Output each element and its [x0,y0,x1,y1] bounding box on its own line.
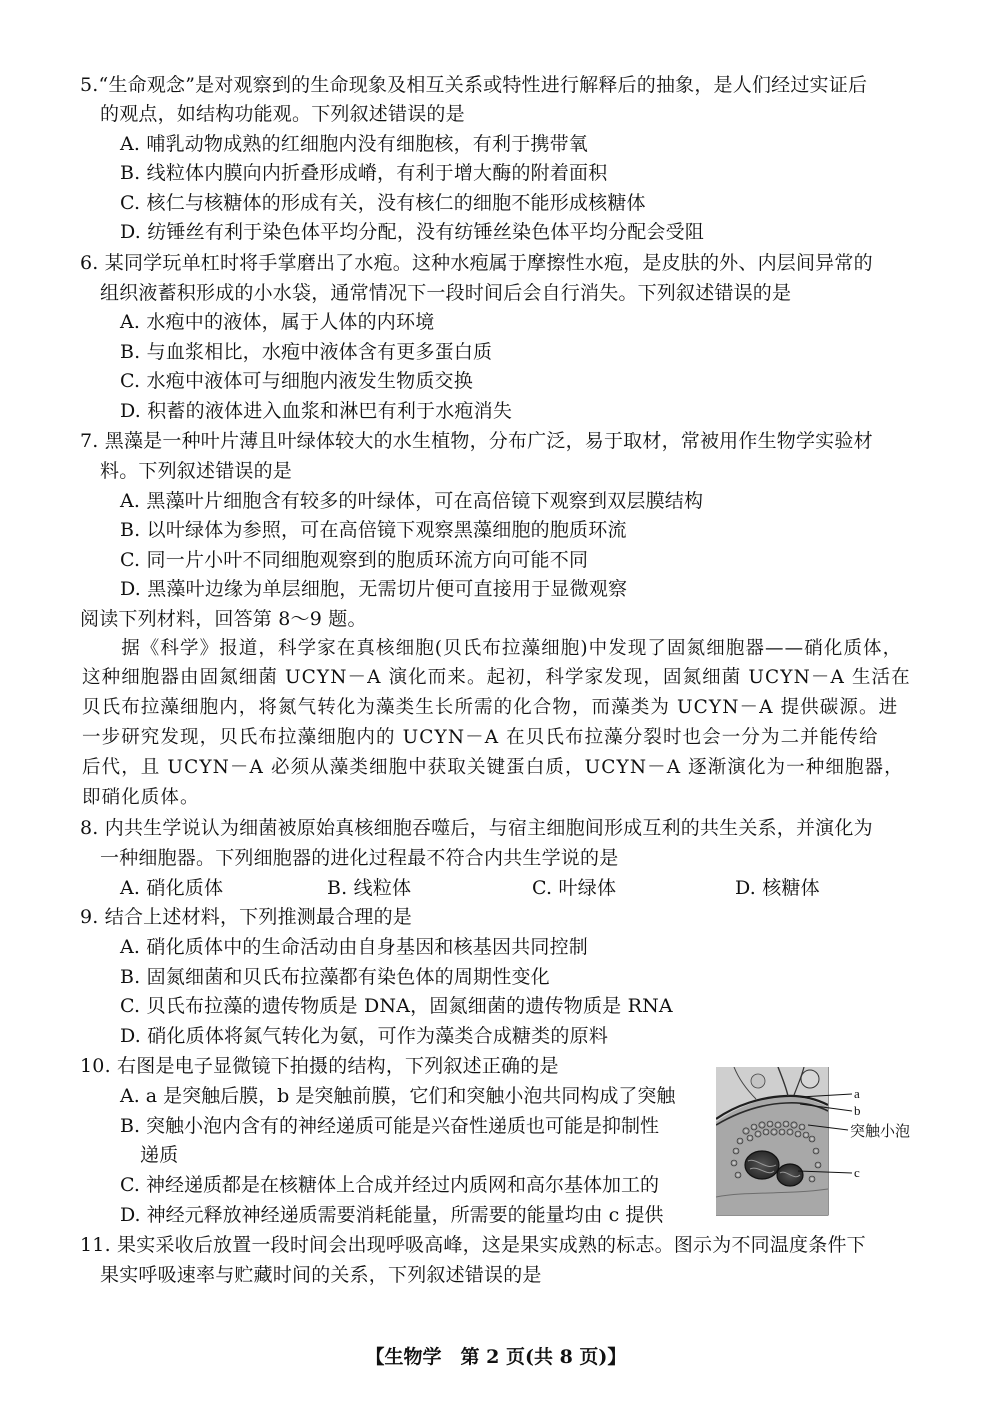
q6-option-b: B. 与血浆相比，水疱中液体含有更多蛋白质 [120,341,493,363]
q6-option-d: D. 积蓄的液体进入血浆和淋巴有利于水疱消失 [120,400,513,422]
q10-stem: 10. 右图是电子显微镜下拍摄的结构，下列叙述正确的是 [80,1055,559,1077]
material-line5: 后代，且 UCYN－A 必须从藻类细胞中获取关键蛋白质，UCYN－A 逐渐演化为一种细胞器， [82,757,904,778]
material-line6: 即硝化质体。 [82,787,200,808]
q7-stem-line2: 料。下列叙述错误的是 [100,460,293,482]
q10-option-a: A. a 是突触后膜，b 是突触前膜，它们和突触小泡共同构成了突触 [120,1085,676,1107]
q8-stem-line1: 8. 内共生学说认为细菌被原始真核细胞吞噬后，与宿主细胞间形成互利的共生关系，并演化为 [80,817,873,839]
q5-option-b: B. 线粒体内膜向内折叠形成嵴，有利于增大酶的附着面积 [120,162,608,184]
q8-option-b: B. 线粒体 [327,877,412,899]
q5-option-c: C. 核仁与核糖体的形成有关，没有核仁的细胞不能形成核糖体 [120,192,646,214]
q9-stem: 9. 结合上述材料，下列推测最合理的是 [80,906,412,928]
q10-option-d: D. 神经元释放神经递质需要消耗能量，所需要的能量均由 c 提供 [120,1204,664,1226]
q5-option-a: A. 哺乳动物成熟的红细胞内没有细胞核，有利于携带氧 [120,133,589,155]
q7-stem-line1: 7. 黑藻是一种叶片薄且叶绿体较大的水生植物，分布广泛，易于取材，常被用作生物学实验材 [80,430,873,452]
q11-stem-line1: 11. 果实采收后放置一段时间会出现呼吸高峰，这是果实成熟的标志。图示为不同温度条件下 [80,1234,866,1256]
q9-option-c: C. 贝氏布拉藻的遗传物质是 DNA，固氮细菌的遗传物质是 RNA [120,995,673,1017]
material-line4: 一步研究发现，贝氏布拉藻细胞内的 UCYN－A 在贝氏布拉藻分裂时也会一分为二并能传给 [82,727,879,748]
figure-label-a: a [854,1086,860,1101]
q6-option-a: A. 水疱中的液体，属于人体的内环境 [120,311,435,333]
figure-label-c: c [854,1165,860,1180]
page-footer: 【生物学 第 2 页(共 8 页)】 [365,1346,627,1368]
figure-label-b: b [854,1103,861,1118]
reading-intro: 阅读下列材料，回答第 8～9 题。 [80,608,367,630]
q11-stem-line2: 果实呼吸速率与贮藏时间的关系，下列叙述错误的是 [100,1264,542,1286]
q10-option-b-line1: B. 突触小泡内含有的神经递质可能是兴奋性递质也可能是抑制性 [120,1115,660,1137]
q8-option-a: A. 硝化质体 [120,877,224,899]
synapse-micrograph-image [716,1067,910,1217]
q7-option-c: C. 同一片小叶不同细胞观察到的胞质环流方向可能不同 [120,549,589,571]
q6-stem-line1: 6. 某同学玩单杠时将手掌磨出了水疱。这种水疱属于摩擦性水疱，是皮肤的外、内层间异常的 [80,252,873,274]
material-line2: 这种细胞器由固氮细菌 UCYN－A 演化而来。起初，科学家发现，固氮细菌 UCYN－A 生活在 [82,667,911,688]
q7-option-d: D. 黑藻叶边缘为单层细胞，无需切片便可直接用于显微观察 [120,578,628,600]
q7-option-a: A. 黑藻叶片细胞含有较多的叶绿体，可在高倍镜下观察到双层膜结构 [120,490,704,512]
figure-label-vesicle: 突触小泡 [850,1124,910,1140]
q5-option-d: D. 纺锤丝有利于染色体平均分配，没有纺锤丝染色体平均分配会受阻 [120,221,705,243]
synapse-micrograph-figure [716,1067,910,1217]
q9-option-d: D. 硝化质体将氮气转化为氨，可作为藻类合成糖类的原料 [120,1025,609,1047]
q10-option-b-line2: 递质 [140,1144,179,1166]
q6-stem-line2: 组织液蓄积形成的小水袋，通常情况下一段时间后会自行消失。下列叙述错误的是 [100,282,792,304]
q6-option-c: C. 水疱中液体可与细胞内液发生物质交换 [120,370,473,392]
q5-stem-line1: 5.“生命观念”是对观察到的生命现象及相互关系或特性进行解释后的抽象，是人们经过实证后 [80,74,868,96]
q8-options-row [0,876,992,900]
material-line3: 贝氏布拉藻细胞内，将氮气转化为藻类生长所需的化合物，而藻类为 UCYN－A 提供碳源。进 [82,697,899,718]
q5-stem-line2: 的观点，如结构功能观。下列叙述错误的是 [100,103,465,125]
material-line1: 据《科学》报道，科学家在真核细胞(贝氏布拉藻细胞)中发现了固氮细胞器——硝化质体， [82,638,903,659]
q10-option-c: C. 神经递质都是在核糖体上合成并经过内质网和高尔基体加工的 [120,1174,659,1196]
q8-option-d: D. 核糖体 [735,877,820,899]
q7-option-b: B. 以叶绿体为参照，可在高倍镜下观察黑藻细胞的胞质环流 [120,519,627,541]
q9-option-a: A. 硝化质体中的生命活动由自身基因和核基因共同控制 [120,936,589,958]
q8-stem-line2: 一种细胞器。下列细胞器的进化过程最不符合内共生学说的是 [100,847,619,869]
q9-option-b: B. 固氮细菌和贝氏布拉藻都有染色体的周期性变化 [120,966,550,988]
q8-option-c: C. 叶绿体 [532,877,617,899]
